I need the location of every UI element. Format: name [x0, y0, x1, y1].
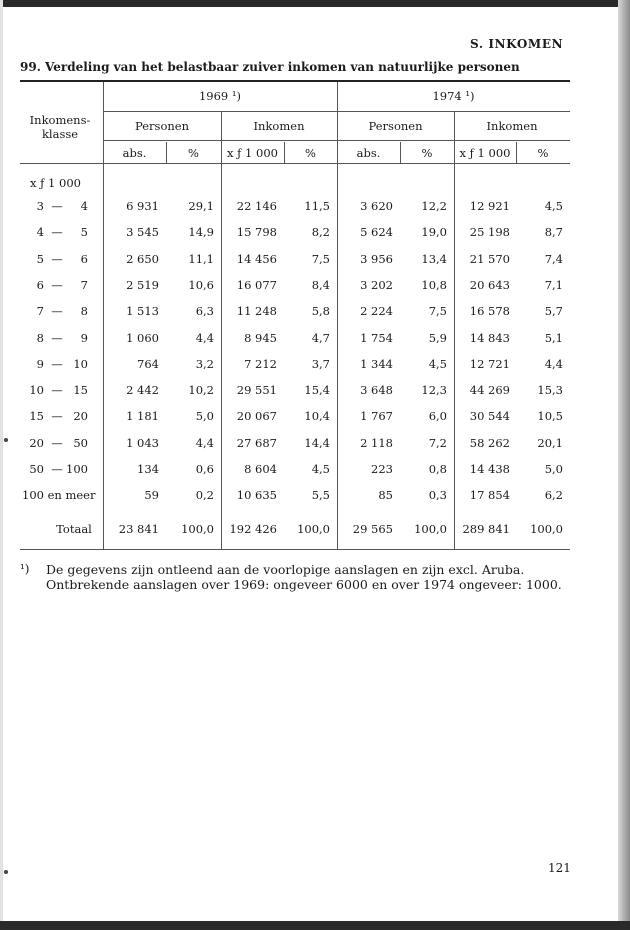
table-cell: 5,7 — [544, 304, 563, 318]
table-cell: 5,5 — [311, 488, 330, 502]
subheader-cell: % — [305, 146, 316, 160]
row-class-to: 5 — [80, 225, 88, 239]
table-cell: 3 545 — [126, 225, 159, 239]
row-class-to: 20 — [73, 409, 88, 423]
table-cell: 7,5 — [311, 252, 330, 266]
table-cell: 11 248 — [236, 304, 277, 318]
table-cell: 15 798 — [236, 225, 277, 239]
table-cell: 29 551 — [236, 383, 277, 397]
row-class-to: 50 — [73, 436, 88, 450]
table-cell: 1 181 — [126, 409, 159, 423]
group-rule — [103, 140, 570, 141]
table-cell: 6,2 — [544, 488, 563, 502]
row-class-dash: — — [51, 462, 63, 476]
row-class-from: 8 — [36, 331, 44, 345]
row-class-to: 7 — [80, 278, 88, 292]
table-cell: 2 118 — [360, 436, 393, 450]
row-class-to: 15 — [73, 383, 88, 397]
table-cell: 12,3 — [421, 383, 447, 397]
table-cell: 10,6 — [188, 278, 214, 292]
table-cell: 8,7 — [544, 225, 563, 239]
row-class-from: 4 — [36, 225, 44, 239]
table-cell: 15,3 — [537, 383, 563, 397]
row-class-from: 20 — [29, 436, 44, 450]
subheader-cell: abs. — [122, 146, 147, 160]
binding-hole-mark — [4, 870, 8, 874]
table-cell: 12,2 — [421, 199, 447, 213]
subheader-cell: % — [537, 146, 549, 160]
row-class-to: 8 — [80, 304, 88, 318]
table-cell: 20 067 — [236, 409, 277, 423]
table-cell: 1 344 — [360, 357, 393, 371]
table-cell: 5 624 — [360, 225, 393, 239]
table-cell: 0,8 — [428, 462, 447, 476]
table-cell: 10,2 — [188, 383, 214, 397]
total-cell: 29 565 — [352, 522, 393, 536]
subheader-cell: % — [188, 146, 199, 160]
total-cell: 192 426 — [229, 522, 277, 536]
group-header: Inkomen — [253, 119, 305, 133]
table-cell: 7,1 — [544, 278, 563, 292]
table-cell: 13,4 — [421, 252, 447, 266]
table-cell: 7,5 — [428, 304, 447, 318]
scan-edge-bottom — [0, 921, 630, 930]
table-cell: 0,3 — [428, 488, 447, 502]
table-cell: 4,4 — [195, 331, 214, 345]
table-cell: 223 — [371, 462, 393, 476]
table-cell: 21 570 — [469, 252, 510, 266]
total-cell: 100,0 — [530, 522, 563, 536]
table-cell: 14 438 — [469, 462, 510, 476]
row-header-label: Inkomens- klasse — [29, 113, 91, 141]
row-class-from: 7 — [36, 304, 44, 318]
total-cell: 100,0 — [181, 522, 214, 536]
table-cell: 4,5 — [311, 462, 330, 476]
row-class-to: 6 — [80, 252, 88, 266]
row-class-to: 100 — [66, 462, 88, 476]
row-class-dash: — — [51, 383, 63, 397]
table-cell: 5,8 — [311, 304, 330, 318]
row-class-dash: — — [51, 252, 63, 266]
row-class-dash: — — [51, 357, 63, 371]
total-cell: 100,0 — [414, 522, 447, 536]
table-cell: 4,7 — [311, 331, 330, 345]
table-cell: 5,1 — [544, 331, 563, 345]
table-cell: 12 721 — [469, 357, 510, 371]
table-cell: 3 620 — [360, 199, 393, 213]
table-cell: 4,5 — [428, 357, 447, 371]
table-cell: 15,4 — [304, 383, 330, 397]
table-cell: 20 643 — [469, 278, 510, 292]
table-cell: 5,0 — [544, 462, 563, 476]
table-cell: 14,9 — [188, 225, 214, 239]
year-header: 1969 ¹) — [198, 89, 242, 103]
table-cell: 3,7 — [311, 357, 330, 371]
table-cell: 5,9 — [428, 331, 447, 345]
subheader-cell: x ƒ 1 000 — [459, 146, 511, 160]
page-number: 121 — [548, 861, 571, 875]
table-cell: 7,4 — [544, 252, 563, 266]
table-cell: 3 956 — [360, 252, 393, 266]
table-cell: 30 544 — [469, 409, 510, 423]
row-class-from: 6 — [36, 278, 44, 292]
table-cell: 8,2 — [311, 225, 330, 239]
total-cell: 100,0 — [297, 522, 330, 536]
table-cell: 7,2 — [428, 436, 447, 450]
row-class-dash: — — [51, 409, 63, 423]
year-rule — [103, 111, 570, 112]
row-class-to: 10 — [73, 357, 88, 371]
table-cell: 16 578 — [469, 304, 510, 318]
table-cell: 11,1 — [188, 252, 214, 266]
total-cell: 23 841 — [118, 522, 159, 536]
table-cell: 8 604 — [244, 462, 277, 476]
subheader-cell: % — [421, 146, 433, 160]
row-class-label: 100 en meer — [22, 488, 96, 502]
table-cell: 1 767 — [360, 409, 393, 423]
unit-label: x ƒ 1 000 — [30, 176, 81, 190]
table-cell: 6 931 — [126, 199, 159, 213]
table-cell: 2 519 — [126, 278, 159, 292]
footnote-text: De gegevens zijn ontleend aan de voorlopige aanslagen en zijn excl. Aruba. Ontbrekende aanslagen over 1969: ongeveer 6000 en over 1974 ongeveer: 1000. — [46, 562, 562, 592]
table-cell: 8 945 — [244, 331, 277, 345]
table-cell: 3 648 — [360, 383, 393, 397]
total-cell: 289 841 — [462, 522, 510, 536]
total-label: Totaal — [56, 522, 92, 536]
table-cell: 4,4 — [195, 436, 214, 450]
table-cell: 10 635 — [236, 488, 277, 502]
row-class-from: 15 — [29, 409, 44, 423]
table-cell: 6,0 — [428, 409, 447, 423]
binding-hole-mark — [4, 438, 8, 442]
table-cell: 12 921 — [469, 199, 510, 213]
scan-edge-right — [618, 0, 630, 930]
table-cell: 59 — [144, 488, 159, 502]
row-class-dash: — — [51, 436, 63, 450]
group-header: Personen — [368, 119, 423, 133]
subheader-cell: abs. — [356, 146, 381, 160]
table-cell: 6,3 — [195, 304, 214, 318]
table-cell: 58 262 — [469, 436, 510, 450]
table-cell: 27 687 — [236, 436, 277, 450]
table-cell: 14 843 — [469, 331, 510, 345]
table-cell: 10,8 — [421, 278, 447, 292]
table-cell: 7 212 — [244, 357, 277, 371]
row-class-dash: — — [51, 278, 63, 292]
table-cell: 134 — [137, 462, 159, 476]
row-class-from: 50 — [29, 462, 44, 476]
table-cell: 44 269 — [469, 383, 510, 397]
table-cell: 1 513 — [126, 304, 159, 318]
table-cell: 20,1 — [537, 436, 563, 450]
table-cell: 29,1 — [188, 199, 214, 213]
row-class-from: 10 — [29, 383, 44, 397]
subheader-cell: x ƒ 1 000 — [227, 146, 278, 160]
table-cell: 4,5 — [544, 199, 563, 213]
table-cell: 1 060 — [126, 331, 159, 345]
table-cell: 3,2 — [195, 357, 214, 371]
row-class-dash: — — [51, 331, 63, 345]
table-cell: 5,0 — [195, 409, 214, 423]
year-header: 1974 ¹) — [432, 89, 475, 103]
table-cell: 1 043 — [126, 436, 159, 450]
footnote-mark: ¹) — [20, 562, 30, 576]
table-cell: 17 854 — [469, 488, 510, 502]
table-cell: 10,4 — [304, 409, 330, 423]
table-cell: 85 — [378, 488, 393, 502]
row-class-dash: — — [51, 225, 63, 239]
table-cell: 8,4 — [311, 278, 330, 292]
table-cell: 0,6 — [195, 462, 214, 476]
group-header: Inkomen — [486, 119, 538, 133]
table-cell: 1 754 — [360, 331, 393, 345]
table-cell: 2 224 — [360, 304, 393, 318]
table-cell: 0,2 — [195, 488, 214, 502]
table-cell: 2 442 — [126, 383, 159, 397]
table-cell: 11,5 — [304, 199, 330, 213]
scan-edge-top — [0, 0, 630, 7]
scan-edge-left — [0, 0, 3, 930]
row-class-from: 5 — [36, 252, 44, 266]
row-class-to: 4 — [80, 199, 88, 213]
row-class-dash: — — [51, 199, 63, 213]
row-class-from: 9 — [36, 357, 44, 371]
row-class-dash: — — [51, 304, 63, 318]
table-title: 99. Verdeling van het belastbaar zuiver inkomen van natuurlijke personen — [20, 60, 520, 74]
table-cell: 16 077 — [236, 278, 277, 292]
table-bottom-rule — [20, 549, 570, 550]
table-cell: 2 650 — [126, 252, 159, 266]
header-bottom-rule — [20, 163, 570, 164]
table-cell: 764 — [137, 357, 159, 371]
table-cell: 4,4 — [544, 357, 563, 371]
table-cell: 19,0 — [421, 225, 447, 239]
row-class-to: 9 — [80, 331, 88, 345]
table-cell: 10,5 — [537, 409, 563, 423]
table-cell: 14 456 — [236, 252, 277, 266]
row-class-from: 3 — [36, 199, 44, 213]
table-cell: 14,4 — [304, 436, 330, 450]
group-header: Personen — [135, 119, 189, 133]
table-cell: 3 202 — [360, 278, 393, 292]
table-cell: 22 146 — [236, 199, 277, 213]
table-cell: 25 198 — [469, 225, 510, 239]
section-header: S. INKOMEN — [470, 37, 564, 51]
